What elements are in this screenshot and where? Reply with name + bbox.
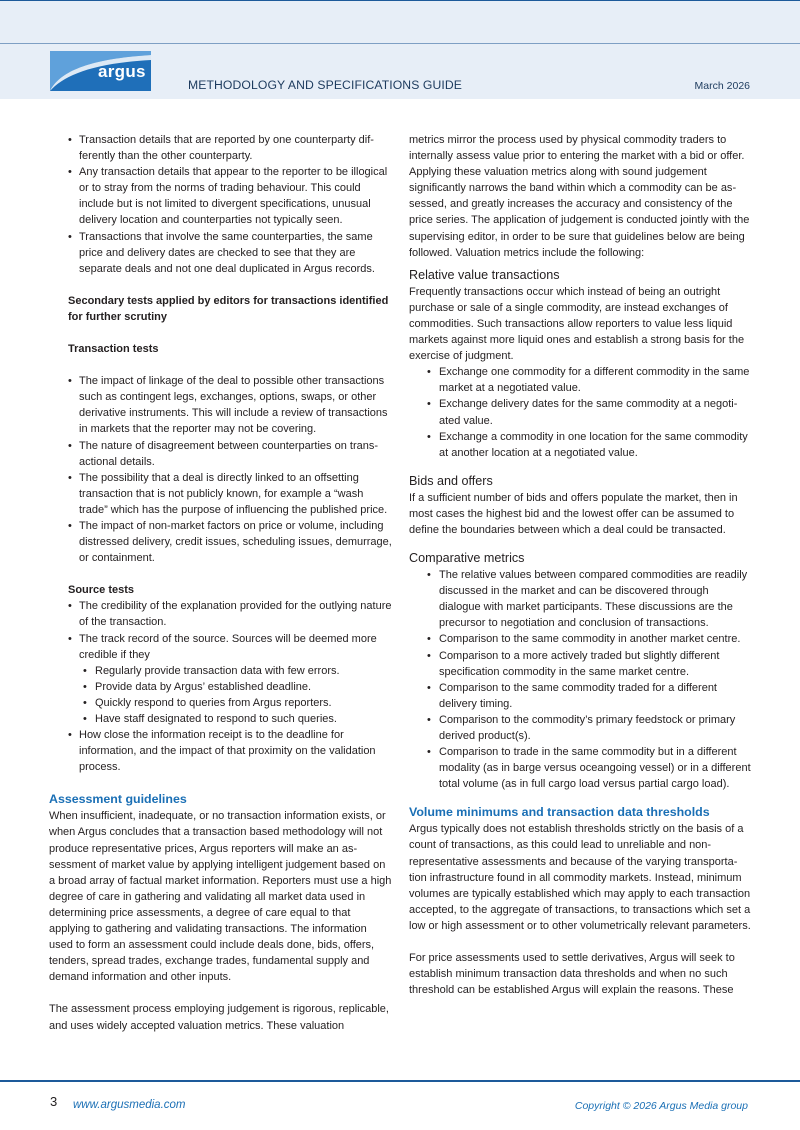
volume-minimums-heading: Volume minimums and transaction data thresholds: [409, 805, 710, 820]
argus-logo[interactable]: [50, 51, 151, 91]
volume-paragraph-2: For price assessments used to settle derivatives, Argus will seek to establish minimum transaction data thresholds and when no such threshold can be established Argus will explain the reasons. These: [409, 952, 735, 997]
list-item: • Have staff designated to respond to such queries.: [49, 711, 393, 727]
intro-list: [49, 132, 393, 277]
list-item: • Comparison to the commodity’s primary feedstock or primary derived product(s).: [409, 712, 751, 744]
relative-value-heading: Relative value transactions: [409, 267, 560, 282]
list-item: • The credibility of the explanation provided for the outlying nature of the transaction.: [49, 598, 393, 630]
transaction-tests-list: [49, 373, 393, 566]
list-item: • The impact of linkage of the deal to possible other transactions such as contingent legs, exchanges, options, swaps, or other derivative instruments. This will include a review of transactions in markets that the reporter may not be covering.: [49, 373, 393, 437]
list-item: • How close the information receipt is to the deadline for information, and the impact of that proximity on the validation process.: [49, 727, 393, 775]
left-column: [49, 132, 393, 1034]
transaction-tests-heading: Transaction tests: [68, 343, 159, 356]
header-rule: [0, 43, 800, 44]
assessment-guidelines-heading: Assessment guidelines: [49, 792, 187, 807]
relative-value-paragraph: Frequently transactions occur which instead of being an outright purchase or sale of a single commodity, are instead exchanges of commodities. Such transactions allow reporters to value less liquid markets against more liquid ones and establish a strong basis for the exercise of judgment.: [409, 285, 745, 363]
right-column: [409, 132, 751, 998]
comparative-metrics-list: [409, 567, 751, 792]
list-item: • Exchange delivery dates for the same commodity at a negotiated value.: [409, 396, 751, 428]
list-item: • Any transaction details that appear to the reporter to be illogical or to stray from the norms of trading behaviour. This could include but is not limited to divergent specifications, unusual delivery location and counterparties not typically seen.: [49, 164, 393, 228]
relative-value-list: [409, 364, 751, 461]
page-number: 3: [50, 1094, 58, 1109]
page-header: [0, 0, 800, 99]
comparative-metrics-heading: Comparative metrics: [409, 551, 525, 566]
guide-title: METHODOLOGY AND SPECIFICATIONS GUIDE: [188, 78, 463, 92]
bids-offers-heading: Bids and offers: [409, 473, 493, 488]
source-subitems-list: [49, 663, 393, 727]
logo-wordmark: argus: [98, 62, 146, 81]
issue-date: March 2026: [694, 80, 750, 92]
list-item: • Exchange one commodity for a different commodity in the same market at a negotiated value.: [409, 364, 751, 396]
list-item: • Provide data by Argus’ established deadline.: [49, 679, 393, 695]
secondary-tests-heading: Secondary tests applied by editors for transactions identified for further scrutiny: [68, 294, 389, 323]
source-tests-list-cont: [49, 727, 393, 775]
assessment-paragraph-1: When insufficient, inadequate, or no transaction information exists, or when Argus concludes that a transaction based methodology will not produce representative prices, Argus reporters will make an assessment of market value by applying intelligent judgement based on a broad array of factual market information. Reporters must use a high degree of care in gathering and validating all market data used in determining price assessments, a degree of care equal to that applying to gathering and validating transactions. The information used to form an assessment could include deals done, bids, offers, tenders, spread trades, exchange trades, fundamental supply and demand information and other inputs.: [49, 810, 392, 984]
footer-rule: [0, 1080, 800, 1082]
list-item: • The nature of disagreement between counterparties on transactional details.: [49, 438, 393, 470]
valuation-continuation: metrics mirror the process used by physical commodity traders to internally assess value prior to entering the market with a bid or offer. Applying these valuation metrics along with sound judgement significantly narrows the band within which a commodity can be assessed, and greatly increases the accuracy and consistency of the price series. The application of judgement is conducted jointly with the supervising editor, in order to be sure that guidelines below are being followed. Valuation metrics include the following:: [409, 134, 750, 259]
list-item: • Regularly provide transaction data with few errors.: [49, 663, 393, 679]
list-item: • The impact of non-market factors on price or volume, including distressed delivery, credit issues, scheduling issues, demurrage, or containment.: [49, 518, 393, 566]
list-item: • Comparison to the same commodity traded for a different delivery timing.: [409, 680, 751, 712]
list-item: • Transactions that involve the same counterparties, the same price and delivery dates are checked to see that they are separate deals and not one deal duplicated in Argus records.: [49, 229, 393, 277]
bids-offers-paragraph: If a sufficient number of bids and offers populate the market, then in most cases the highest bid and the lowest offer can be assumed to define the boundaries between which a deal could be transacted.: [409, 491, 738, 536]
list-item: • Comparison to trade in the same commodity but in a different modality (as in barge versus oceangoing vessel) or in a different total volume (as in full cargo load versus partial cargo load).: [409, 744, 751, 792]
list-item: • Comparison to a more actively traded but slightly different specification commodity in the same market centre.: [409, 648, 751, 680]
source-tests-list: [49, 598, 393, 662]
copyright-notice: Copyright © 2026 Argus Media group: [574, 1100, 748, 1112]
source-tests-heading: Source tests: [68, 584, 135, 597]
list-item: • The relative values between compared commodities are readily discussed in the market and can be discovered through dialogue with market participants. These discussions are the precursor to negotiation and conclusion of transactions.: [409, 567, 751, 631]
list-item: • The track record of the source. Sources will be deemed more credible if they: [49, 631, 393, 663]
list-item: • Quickly respond to queries from Argus reporters.: [49, 695, 393, 711]
assessment-paragraph-2: The assessment process employing judgement is rigorous, replicable, and uses widely accepted valuation metrics. These valuation: [49, 1003, 389, 1032]
list-item: • Comparison to the same commodity in another market centre.: [409, 631, 751, 647]
volume-paragraph-1: Argus typically does not establish thresholds strictly on the basis of a count of transactions, as this could lead to unreliable and non-representative assessments and because of the varying transportation infrastructure found in all commodity markets. Instead, minimum volumes are typically established which may apply to each transaction accepted, to the aggregate of transactions, to transactions which set a low or high assessment or to other volumetrically relevant parameters.: [409, 823, 751, 932]
list-item: • Transaction details that are reported by one counterparty differently than the other counterparty.: [49, 132, 393, 164]
list-item: • The possibility that a deal is directly linked to an offsetting transaction that is not publicly known, for example a “wash trade” which has the purpose of influencing the published price.: [49, 470, 393, 518]
list-item: • Exchange a commodity in one location for the same commodity at another location at a negotiated value.: [409, 429, 751, 461]
website-link[interactable]: www.argusmedia.com: [73, 1099, 186, 1111]
